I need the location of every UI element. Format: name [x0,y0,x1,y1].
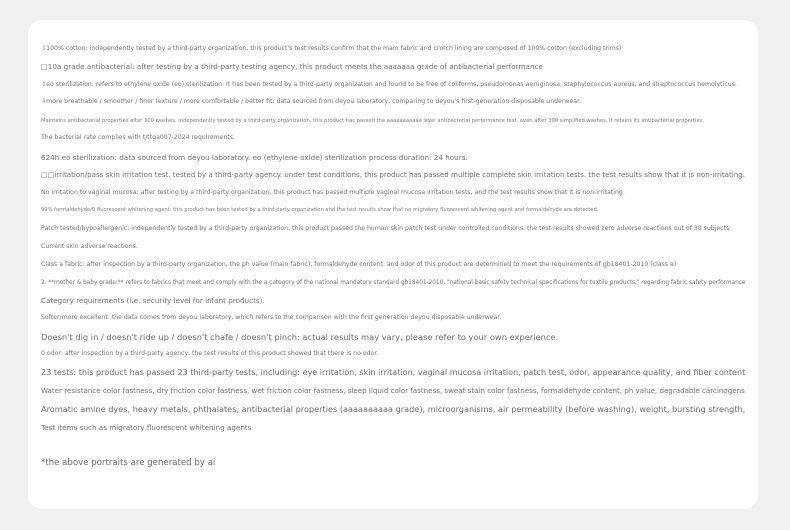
note-line-patch-tested: Patch tested/hypoallergenic: independently tested by a third-party organization, this product passed the human skin patch test under controlled conditions. the test results showed zero adverse reactions out of 30 subjects [41,225,730,232]
note-line-formaldehyde: 99% formaldehyde/0 fluorescent whitening agent: this product has been tested by a third-party organization and the test results show that no migratory fluorescent whitening agent and formaldehyde are detected. [41,207,599,213]
note-line-cotton: ⇩100% cotton: independently tested by a third-party organization, this product's test results confirm that the main fabric and crotch lining are composed of 100% cotton (excluding trims) [41,45,622,52]
note-line-24h-sterilization: 624h eo sterilization: data sourced from deyou laboratory. eo (ethylene oxide) sterilization process duration: 24 hours. [41,153,468,162]
note-line-300-washes: Maintains antibacterial properties after 300 washes: independently tested by a third-party organization, this product has passed the aaaaaaaaaaa level antibacterial performance test. even after 300 simplified washes, it retains its antibacterial properties. [41,118,704,124]
note-line-23-tests: 23 tests: this product has passed 23 third-party tests, including: eye irritation, skin irritation, vaginal mucosa irritation, patch test, odor, appearance quality, and fiber content [41,367,746,377]
note-line-softer: Softer/more excellent: the data comes from deyou laboratory, which refers to the comparison with the first generation deyou disposable underwear. [41,314,502,321]
note-line-vaginal-mucosa: No irritation to vaginal mucosa: after testing by a third-party organization, this product has passed multiple vaginal mucosa irritation tests, and the test results show that it is non-irritating. [41,189,625,196]
disclaimer-card [28,20,758,509]
note-line-color-fastness: Water resistance color fastness, dry friction color fastness, wet friction color fastness, sleep liquid color fastness, sweat stain color fastness, formaldehyde content, ph value, degradable carcinogens [41,386,745,395]
note-line-test-items: Test items such as migratory fluorescent whitening agents [41,423,252,432]
note-line-comfort-fit: Doesn't dig in / doesn't ride up / doesn't chafe / doesn't pinch: actual results may vary, please refer to your own experience. [41,332,559,342]
note-line-skin-adverse: Current skin adverse reactions. [41,243,138,250]
note-line-bacterial-rate: The bacterial rate complies with t/ttga007-2024 requirements. [41,134,235,141]
note-line-class-a-fabric: Class a fabric: after inspection by a third-party organization, the ph value (main fabric), formaldehyde content, and odor of this product are determined to meet the requirements of gb18401-2010 (class a) [41,261,677,268]
note-line-antibacterial-grade: □10a grade antibacterial: after testing by a third-party testing agency, this product meets the aaaaaaa grade of antibacterial performance [41,62,543,71]
note-line-zero-odor: 0 odor: after inspection by a third-party agency, the test results of this product showed that there is no odor. [41,350,379,357]
note-line-skin-irritation: □□irritation/pass skin irritation test. tested by a third-party agency. under test conditions, this product has passed multiple complete skin irritation tests. the test results show that it is non-irritating. [41,170,746,179]
note-line-breathable: ⇩more breathable / smoother / finer texture / more comfortable / better fit: data sourced from deyou laboratory, comparing to deyou's first-generation disposable underwear. [41,98,582,105]
ai-portrait-footnote: *the above portraits are generated by ai [41,458,216,468]
note-line-eo-sterilization: ⇩eo sterilization: refers to ethylene oxide (eo) sterilization. it has been tested by a third-party organization and found to be free of coliforms, pseudomonas aeruginosa, staphylococcus aureus, and streptococcus hemolyticus. [41,81,737,88]
note-line-aromatic-amine: Aromatic amine dyes, heavy metals, phthalates, antibacterial properties (aaaaaaaaaa grade), microorganisms, air permeability (before washing), weight, bursting strength, [41,404,746,414]
note-line-category-requirements: Category requirements (i.e. security level for infant products). [41,296,265,305]
note-line-mother-baby-grade: 2. **mother & baby grade:** refers to fabrics that meet and comply with the a category of the national mandatory standard gb18401-2010, "national basic safety technical specifications for textile products," regarding fabric safety performance [41,279,746,286]
